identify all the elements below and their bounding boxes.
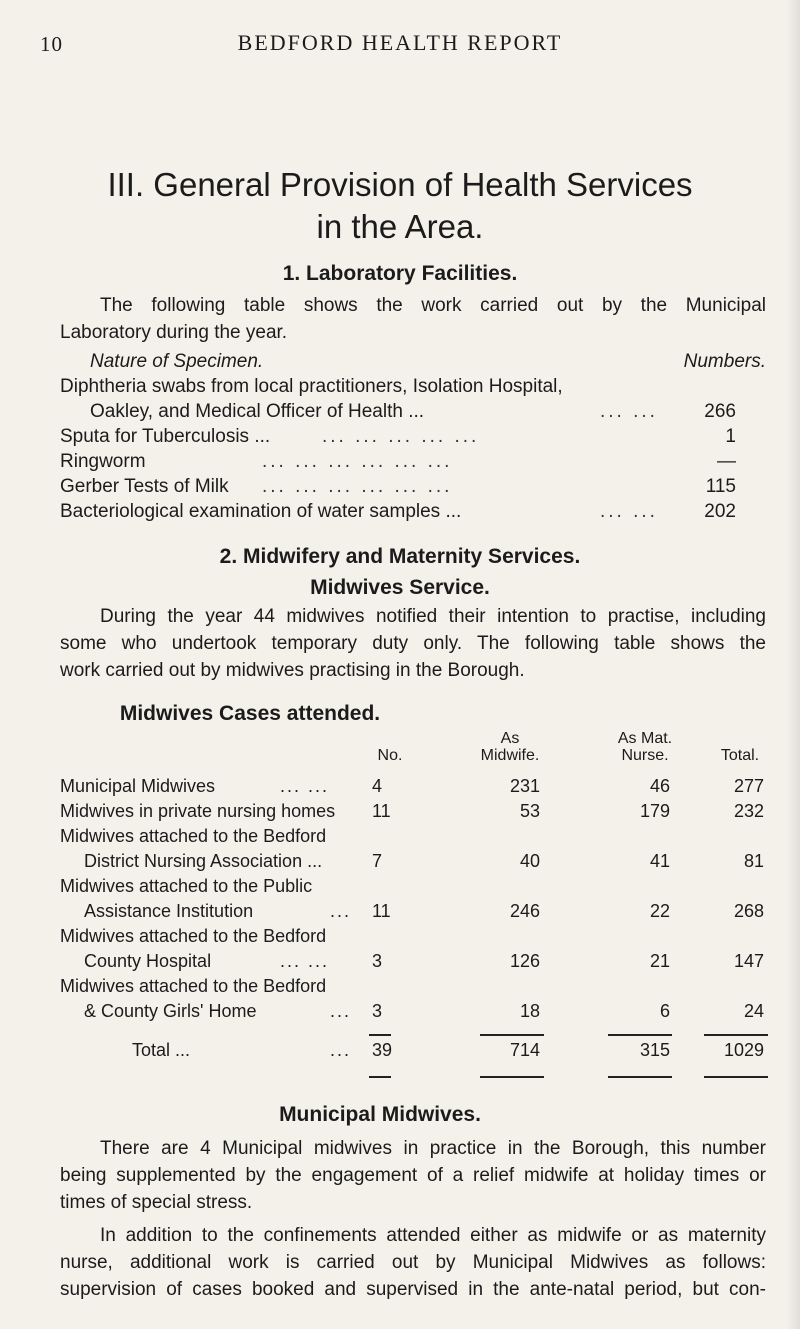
col-numbers: Numbers. [683, 351, 766, 372]
cell-total: 232 [733, 801, 764, 821]
midwives-para-line2: some who undertook temporary duty only. The following table shows the [60, 633, 766, 654]
lab-row-value: 266 [704, 401, 736, 422]
page-number: 10 [40, 32, 63, 56]
midwives-service-paragraph [60, 603, 766, 684]
table-row [60, 776, 766, 800]
municipal-p1-line2: being supplemented by the engagement of a relief midwife at holiday times or [60, 1165, 766, 1186]
cell-no: 11 [372, 801, 391, 821]
header-as-midwife-1: As [500, 730, 520, 747]
col-nature-of-specimen: Nature of Specimen. [90, 351, 264, 372]
bottom-rule-no [369, 1076, 391, 1078]
municipal-p2-line3: supervision of cases booked and supervised in the ante-natal period, but con- [60, 1279, 766, 1300]
total-as-mat-nurse: 315 [639, 1040, 670, 1060]
maternity-heading: 2. Midwifery and Maternity Services. [219, 545, 581, 568]
row-label: Municipal Midwives [60, 776, 216, 796]
laboratory-intro-line1: The following table shows the work carried out by the Municipal [100, 295, 766, 316]
row-leader-dots: ... [330, 1040, 352, 1060]
table-row [60, 851, 766, 875]
cell-as-mat-nurse: 179 [639, 801, 670, 821]
cell-as-midwife: 126 [509, 951, 540, 971]
cases-table-title: Midwives Cases attended. [119, 702, 381, 725]
cell-as-mat-nurse: 22 [649, 901, 670, 921]
cell-no: 4 [372, 776, 383, 796]
row-label: Midwives attached to the Public [60, 876, 313, 896]
row-leader-dots: ... ... [280, 951, 330, 971]
cell-as-midwife: 53 [519, 801, 540, 821]
municipal-p2-line2: nurse, additional work is carried out by Municipal Midwives as follows: [60, 1252, 766, 1273]
row-label: Assistance Institution [84, 901, 254, 921]
cell-as-mat-nurse: 41 [649, 851, 670, 871]
cell-as-midwife: 18 [519, 1001, 540, 1021]
header-no: No. [377, 747, 403, 764]
row-label: County Hospital [84, 951, 212, 971]
row-label: Midwives attached to the Bedford [60, 826, 327, 846]
running-title: BEDFORD HEALTH REPORT [237, 30, 563, 55]
midwives-service-subheading: Midwives Service. [310, 576, 490, 599]
lab-row-leader-dots: ... ... [600, 401, 658, 422]
lab-row-leader-dots: ... ... ... ... ... [322, 426, 480, 447]
cell-as-mat-nurse: 46 [649, 776, 670, 796]
bottom-rule-midwife [480, 1076, 544, 1078]
cell-as-midwife: 40 [519, 851, 540, 871]
midwives-para-line3: work carried out by midwives practising in the Borough. [60, 660, 525, 681]
bottom-rule-nurse [608, 1076, 672, 1078]
total-rule-midwife [480, 1034, 544, 1036]
cell-no: 3 [372, 1001, 383, 1021]
table-row [60, 1001, 766, 1025]
table-row [60, 926, 766, 950]
table-row [60, 901, 766, 925]
total-rule-no [369, 1034, 391, 1036]
municipal-paragraph-2 [60, 1222, 766, 1303]
total-row [60, 1040, 766, 1064]
row-leader-dots: ... [330, 901, 352, 921]
lab-row-value: 202 [704, 501, 736, 522]
total-rule-nurse [608, 1034, 672, 1036]
cell-total: 268 [733, 901, 764, 921]
table-row [60, 826, 766, 850]
row-leader-dots: ... [330, 1001, 352, 1021]
table-row [60, 951, 766, 975]
lab-row-label: Gerber Tests of Milk [60, 476, 229, 497]
laboratory-intro-line2: Laboratory during the year. [60, 322, 288, 343]
cell-as-midwife: 246 [509, 901, 540, 921]
table-row [60, 976, 766, 1000]
header-as-mat-2: Nurse. [621, 747, 669, 764]
municipal-p1-line1: There are 4 Municipal midwives in practice in the Borough, this number [100, 1138, 766, 1159]
laboratory-intro [60, 292, 766, 346]
lab-row-value: 115 [705, 476, 736, 497]
row-label: District Nursing Association ... [84, 851, 323, 871]
row-leader-dots: ... ... [280, 776, 330, 796]
municipal-paragraph-1 [60, 1135, 766, 1216]
total-label: Total ... [132, 1040, 191, 1060]
lab-row-value: 1 [725, 426, 736, 447]
cell-no: 7 [372, 851, 383, 871]
row-label: Midwives attached to the Bedford [60, 926, 327, 946]
row-label: Midwives attached to the Bedford [60, 976, 327, 996]
lab-row-label: Diphtheria swabs from local practitioners, Isolation Hospital, [60, 376, 563, 397]
municipal-p1-line3: times of special stress. [60, 1192, 253, 1213]
total-rule-total [704, 1034, 768, 1036]
cell-as-mat-nurse: 6 [659, 1001, 670, 1021]
header-as-mat-1: As Mat. [617, 730, 673, 747]
lab-row-label: Oakley, and Medical Officer of Health ... [90, 401, 425, 422]
laboratory-heading: 1. Laboratory Facilities. [282, 262, 518, 285]
lab-row-label: Ringworm [60, 451, 146, 472]
cell-as-midwife: 231 [509, 776, 540, 796]
cell-total: 277 [733, 776, 764, 796]
lab-row-leader-dots: ... ... [600, 501, 658, 522]
midwives-para-line1: During the year 44 midwives notified their intention to practise, including [100, 606, 766, 627]
municipal-p2-line1: In addition to the confinements attended either as midwife or as maternity [100, 1225, 766, 1246]
lab-row-label: Sputa for Tuberculosis ... [60, 426, 271, 447]
cell-no: 11 [372, 901, 391, 921]
header-total: Total. [720, 747, 760, 764]
bottom-rule-total [704, 1076, 768, 1078]
lab-row-value: — [717, 451, 736, 472]
total-total: 1029 [723, 1040, 764, 1060]
cell-no: 3 [372, 951, 383, 971]
table-row [60, 876, 766, 900]
lab-row-leader-dots: ... ... ... ... ... ... [262, 451, 453, 472]
section-title-line1: III. General Provision of Health Services [107, 166, 693, 203]
row-label: Midwives in private nursing homes [60, 801, 336, 821]
section-title-line2: in the Area. [316, 208, 484, 245]
lab-row-label: Bacteriological examination of water samples ... [60, 501, 462, 522]
total-no: 39 [372, 1040, 393, 1060]
cell-total: 24 [743, 1001, 764, 1021]
total-as-midwife: 714 [509, 1040, 540, 1060]
cell-total: 81 [743, 851, 764, 871]
table-row [60, 801, 766, 825]
municipal-midwives-heading: Municipal Midwives. [279, 1103, 481, 1126]
cell-as-mat-nurse: 21 [649, 951, 670, 971]
header-as-midwife-2: Midwife. [480, 747, 540, 764]
cell-total: 147 [733, 951, 764, 971]
lab-row-leader-dots: ... ... ... ... ... ... [262, 476, 453, 497]
row-label: & County Girls' Home [84, 1001, 257, 1021]
